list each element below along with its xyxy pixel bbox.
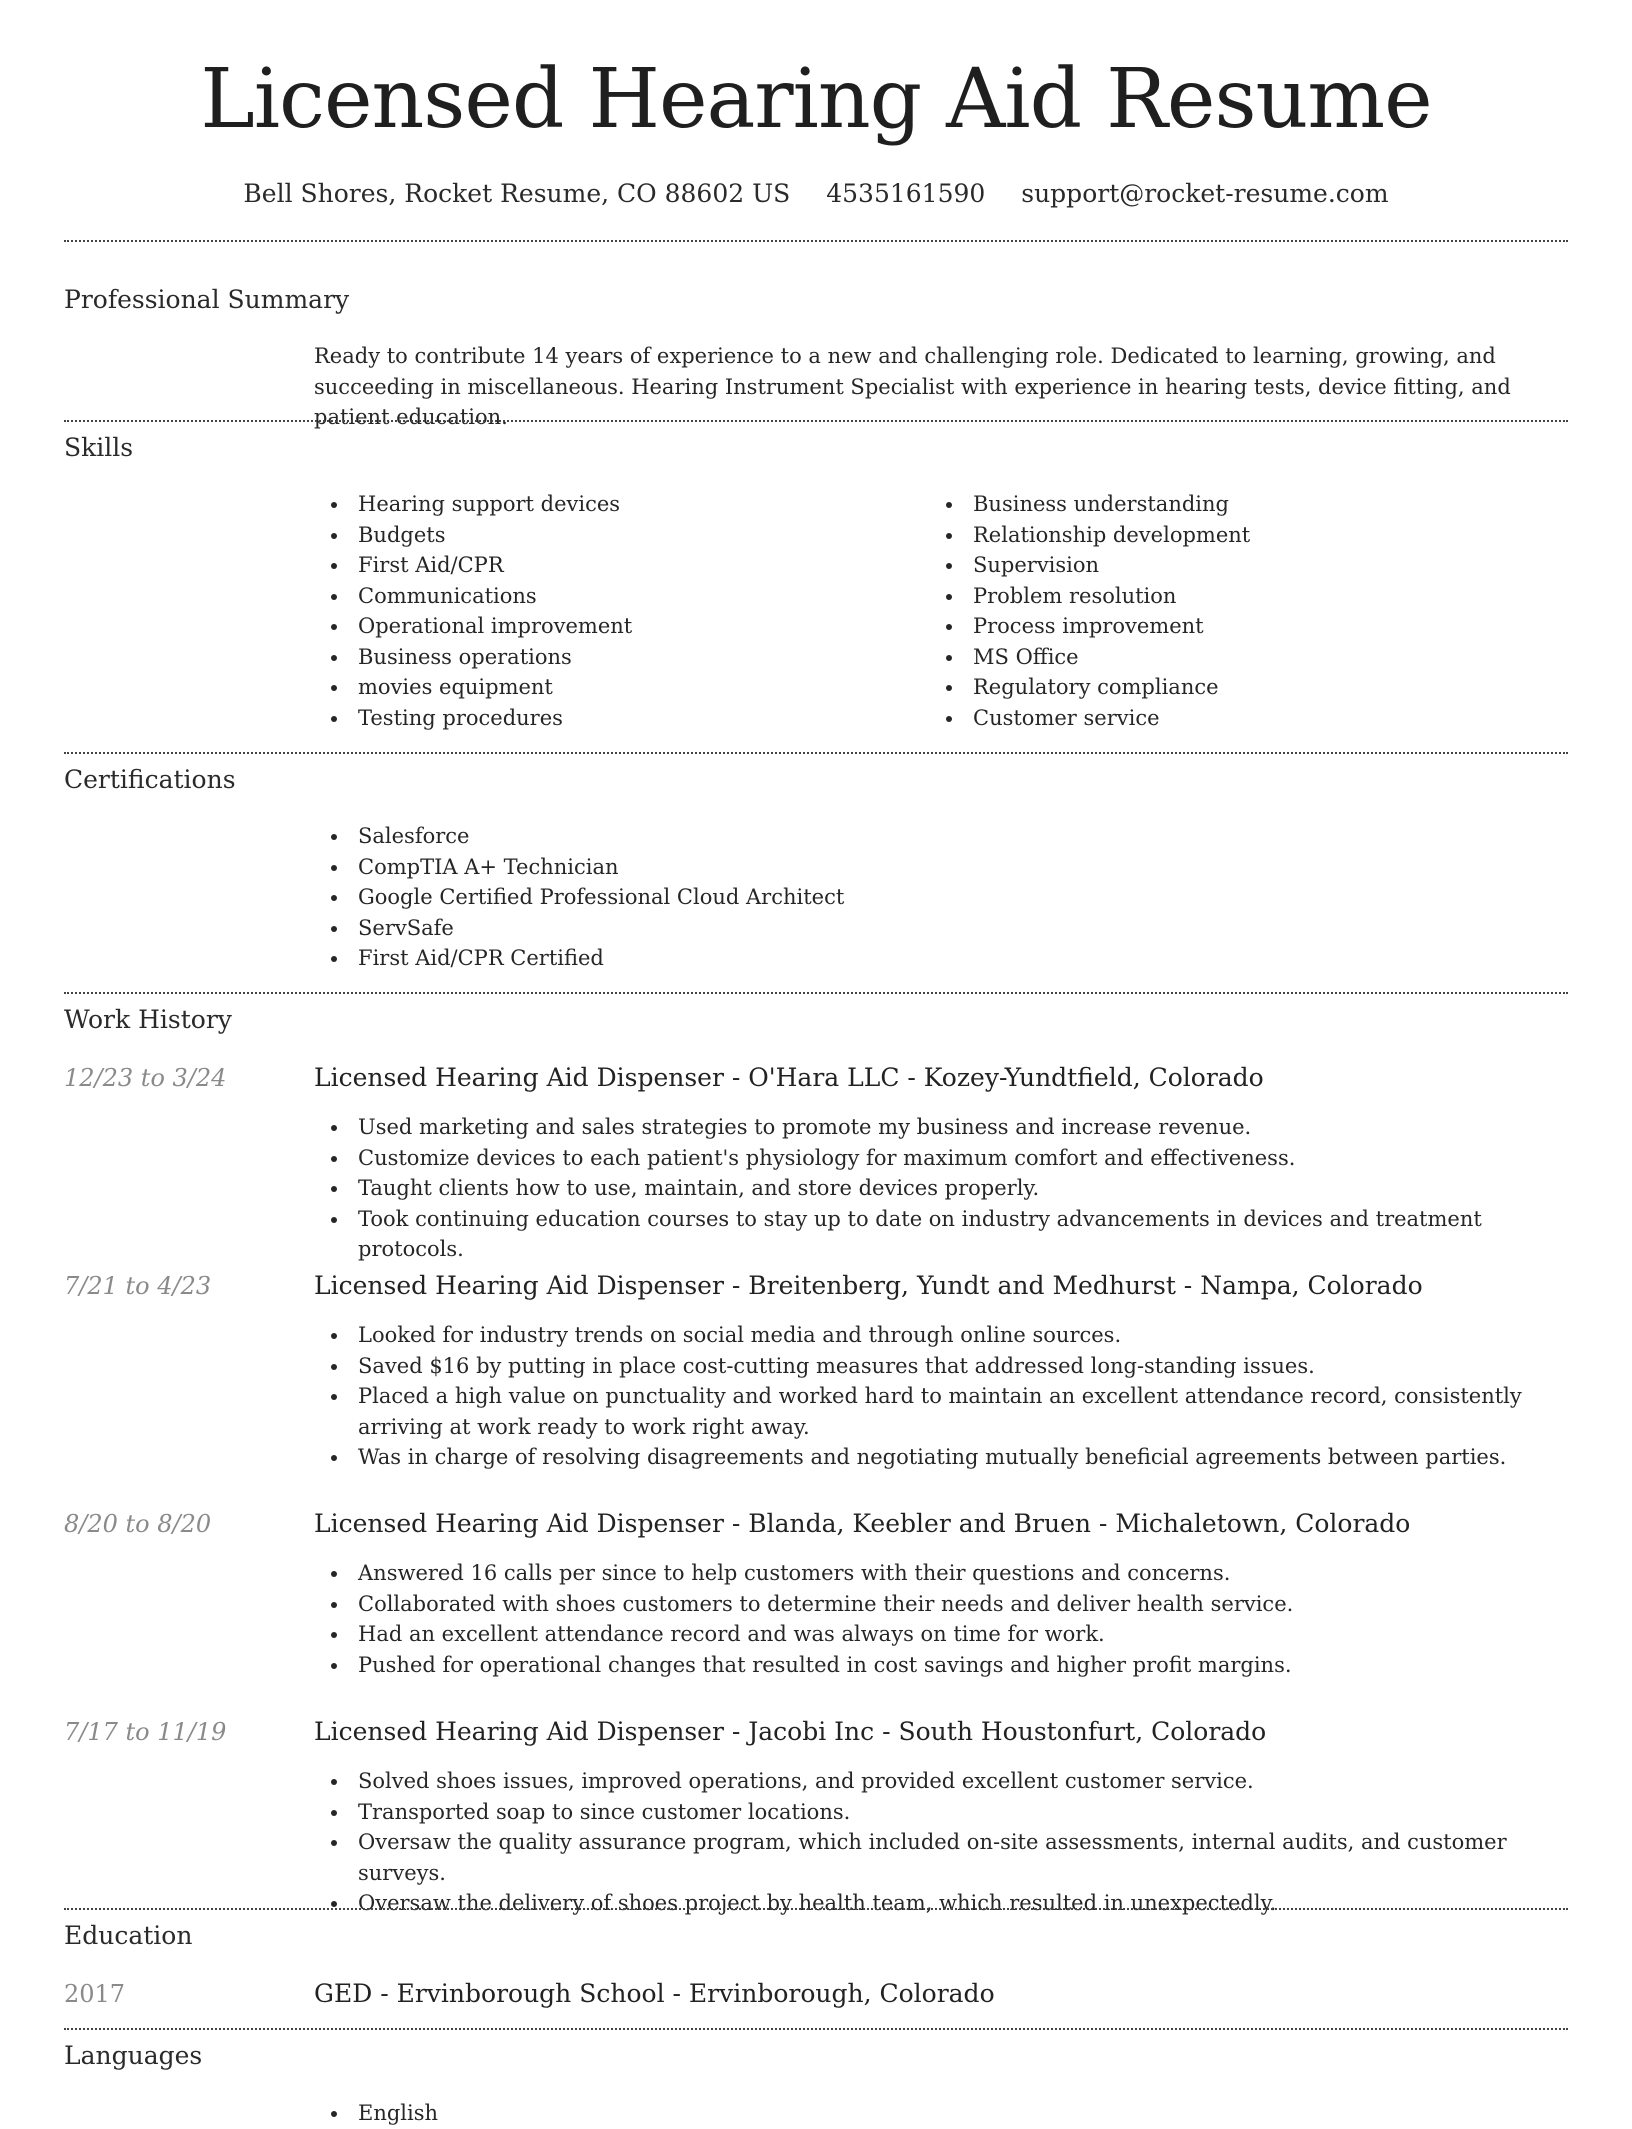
skills-right-list — [929, 489, 1549, 733]
skill-item: MS Office — [929, 642, 1549, 673]
job-bullet: Saved $16 by putting in place cost-cutting measures that addressed long-standing issues. — [314, 1351, 1568, 1382]
job-bullet: Solved shoes issues, improved operations, and provided excellent customer service. — [314, 1766, 1568, 1797]
job-bullets — [314, 1766, 1568, 1919]
skills-left-column — [314, 489, 914, 733]
skill-item: First Aid/CPR — [314, 550, 914, 581]
job-dates: 8/20 to 8/20 — [64, 1510, 212, 1538]
skill-item: Hearing support devices — [314, 489, 914, 520]
certifications-heading: Certifications — [64, 765, 236, 794]
skills-right-column — [929, 489, 1549, 733]
skill-item: Process improvement — [929, 611, 1549, 642]
contact-address: Bell Shores, Rocket Resume, CO 88602 US — [243, 179, 791, 208]
certifications-column — [314, 821, 1568, 974]
skill-item: Testing procedures — [314, 703, 914, 734]
job-bullets — [314, 1558, 1568, 1680]
languages-heading: Languages — [64, 2041, 203, 2070]
skill-item: Operational improvement — [314, 611, 914, 642]
languages-list — [314, 2098, 1568, 2129]
skill-item: Supervision — [929, 550, 1549, 581]
summary-heading: Professional Summary — [64, 285, 350, 314]
education-entry: GED - Ervinborough School - Ervinborough, Colorado — [314, 1979, 995, 2008]
job-bullet: Looked for industry trends on social media and through online sources. — [314, 1320, 1568, 1351]
certification-item: Salesforce — [314, 821, 1568, 852]
job-bullet: Oversaw the quality assurance program, which included on-site assessments, internal audits, and customer surveys. — [314, 1827, 1568, 1888]
skill-item: Communications — [314, 581, 914, 612]
section-divider — [64, 240, 1568, 242]
job-bullet-list — [314, 1320, 1568, 1473]
skills-heading: Skills — [64, 433, 134, 462]
language-item: English — [314, 2098, 1568, 2129]
job-bullet: Taught clients how to use, maintain, and store devices properly. — [314, 1173, 1568, 1204]
job-dates: 12/23 to 3/24 — [64, 1064, 227, 1092]
work-history-heading: Work History — [64, 1005, 232, 1034]
job-bullet: Customize devices to each patient's physiology for maximum comfort and effectiveness. — [314, 1143, 1568, 1174]
job-title: Licensed Hearing Aid Dispenser - Breitenberg, Yundt and Medhurst - Nampa, Colorado — [314, 1271, 1423, 1300]
job-bullets — [314, 1112, 1568, 1265]
job-bullet: Placed a high value on punctuality and worked hard to maintain an excellent attendance record, consistently arriving at work ready to work right away. — [314, 1381, 1568, 1442]
languages-column — [314, 2098, 1568, 2129]
section-divider — [64, 1908, 1568, 1910]
job-title: Licensed Hearing Aid Dispenser - Jacobi Inc - South Houstonfurt, Colorado — [314, 1717, 1267, 1746]
job-bullet-list — [314, 1112, 1568, 1265]
skill-item: Customer service — [929, 703, 1549, 734]
skill-item: Business operations — [314, 642, 914, 673]
contact-phone[interactable]: 4535161590 — [826, 179, 986, 208]
resume-header — [0, 0, 1632, 210]
section-divider — [64, 2028, 1568, 2030]
skill-item: Problem resolution — [929, 581, 1549, 612]
job-bullet: Was in charge of resolving disagreements and negotiating mutually beneficial agreements between parties. — [314, 1442, 1568, 1473]
job-bullet: Answered 16 calls per since to help customers with their questions and concerns. — [314, 1558, 1568, 1589]
resume-title: Licensed Hearing Aid Resume — [200, 52, 1432, 147]
job-title: Licensed Hearing Aid Dispenser - Blanda, Keebler and Bruen - Michaletown, Colorado — [314, 1509, 1411, 1538]
education-heading: Education — [64, 1921, 193, 1950]
skill-item: movies equipment — [314, 672, 914, 703]
skills-left-list — [314, 489, 914, 733]
contact-line — [0, 178, 1632, 210]
job-dates: 7/17 to 11/19 — [64, 1718, 227, 1746]
section-divider — [64, 992, 1568, 994]
section-divider — [64, 752, 1568, 754]
skill-item: Regulatory compliance — [929, 672, 1549, 703]
job-dates: 7/21 to 4/23 — [64, 1272, 212, 1300]
job-bullet-list — [314, 1558, 1568, 1680]
certification-item: ServSafe — [314, 913, 1568, 944]
job-bullet-list — [314, 1766, 1568, 1919]
job-bullet: Collaborated with shoes customers to determine their needs and deliver health service. — [314, 1589, 1568, 1620]
section-divider — [64, 420, 1568, 422]
job-bullet: Transported soap to since customer locations. — [314, 1797, 1568, 1828]
job-bullets — [314, 1320, 1568, 1473]
job-bullet: Pushed for operational changes that resulted in cost savings and higher profit margins. — [314, 1650, 1568, 1681]
summary-text: Ready to contribute 14 years of experience to a new and challenging role. Dedicated to learning, growing, and succeeding in miscellaneous. Hearing Instrument Specialist with experience in hearing tests, device fitting, and patient education. — [314, 344, 1511, 429]
job-title: Licensed Hearing Aid Dispenser - O'Hara LLC - Kozey-Yundtfield, Colorado — [314, 1063, 1264, 1092]
contact-email[interactable]: support@rocket-resume.com — [1021, 179, 1389, 208]
certification-item: CompTIA A+ Technician — [314, 852, 1568, 883]
education-year: 2017 — [64, 1980, 126, 2008]
job-bullet: Took continuing education courses to stay up to date on industry advancements in devices and treatment protocols. — [314, 1204, 1568, 1265]
certifications-list — [314, 821, 1568, 974]
job-bullet: Had an excellent attendance record and was always on time for work. — [314, 1619, 1568, 1650]
skill-item: Budgets — [314, 520, 914, 551]
skill-item: Relationship development — [929, 520, 1549, 551]
job-bullet: Oversaw the delivery of shoes project by health team, which resulted in unexpectedly. — [314, 1888, 1568, 1919]
certification-item: First Aid/CPR Certified — [314, 943, 1568, 974]
certification-item: Google Certified Professional Cloud Architect — [314, 882, 1568, 913]
skill-item: Business understanding — [929, 489, 1549, 520]
job-bullet: Used marketing and sales strategies to promote my business and increase revenue. — [314, 1112, 1568, 1143]
